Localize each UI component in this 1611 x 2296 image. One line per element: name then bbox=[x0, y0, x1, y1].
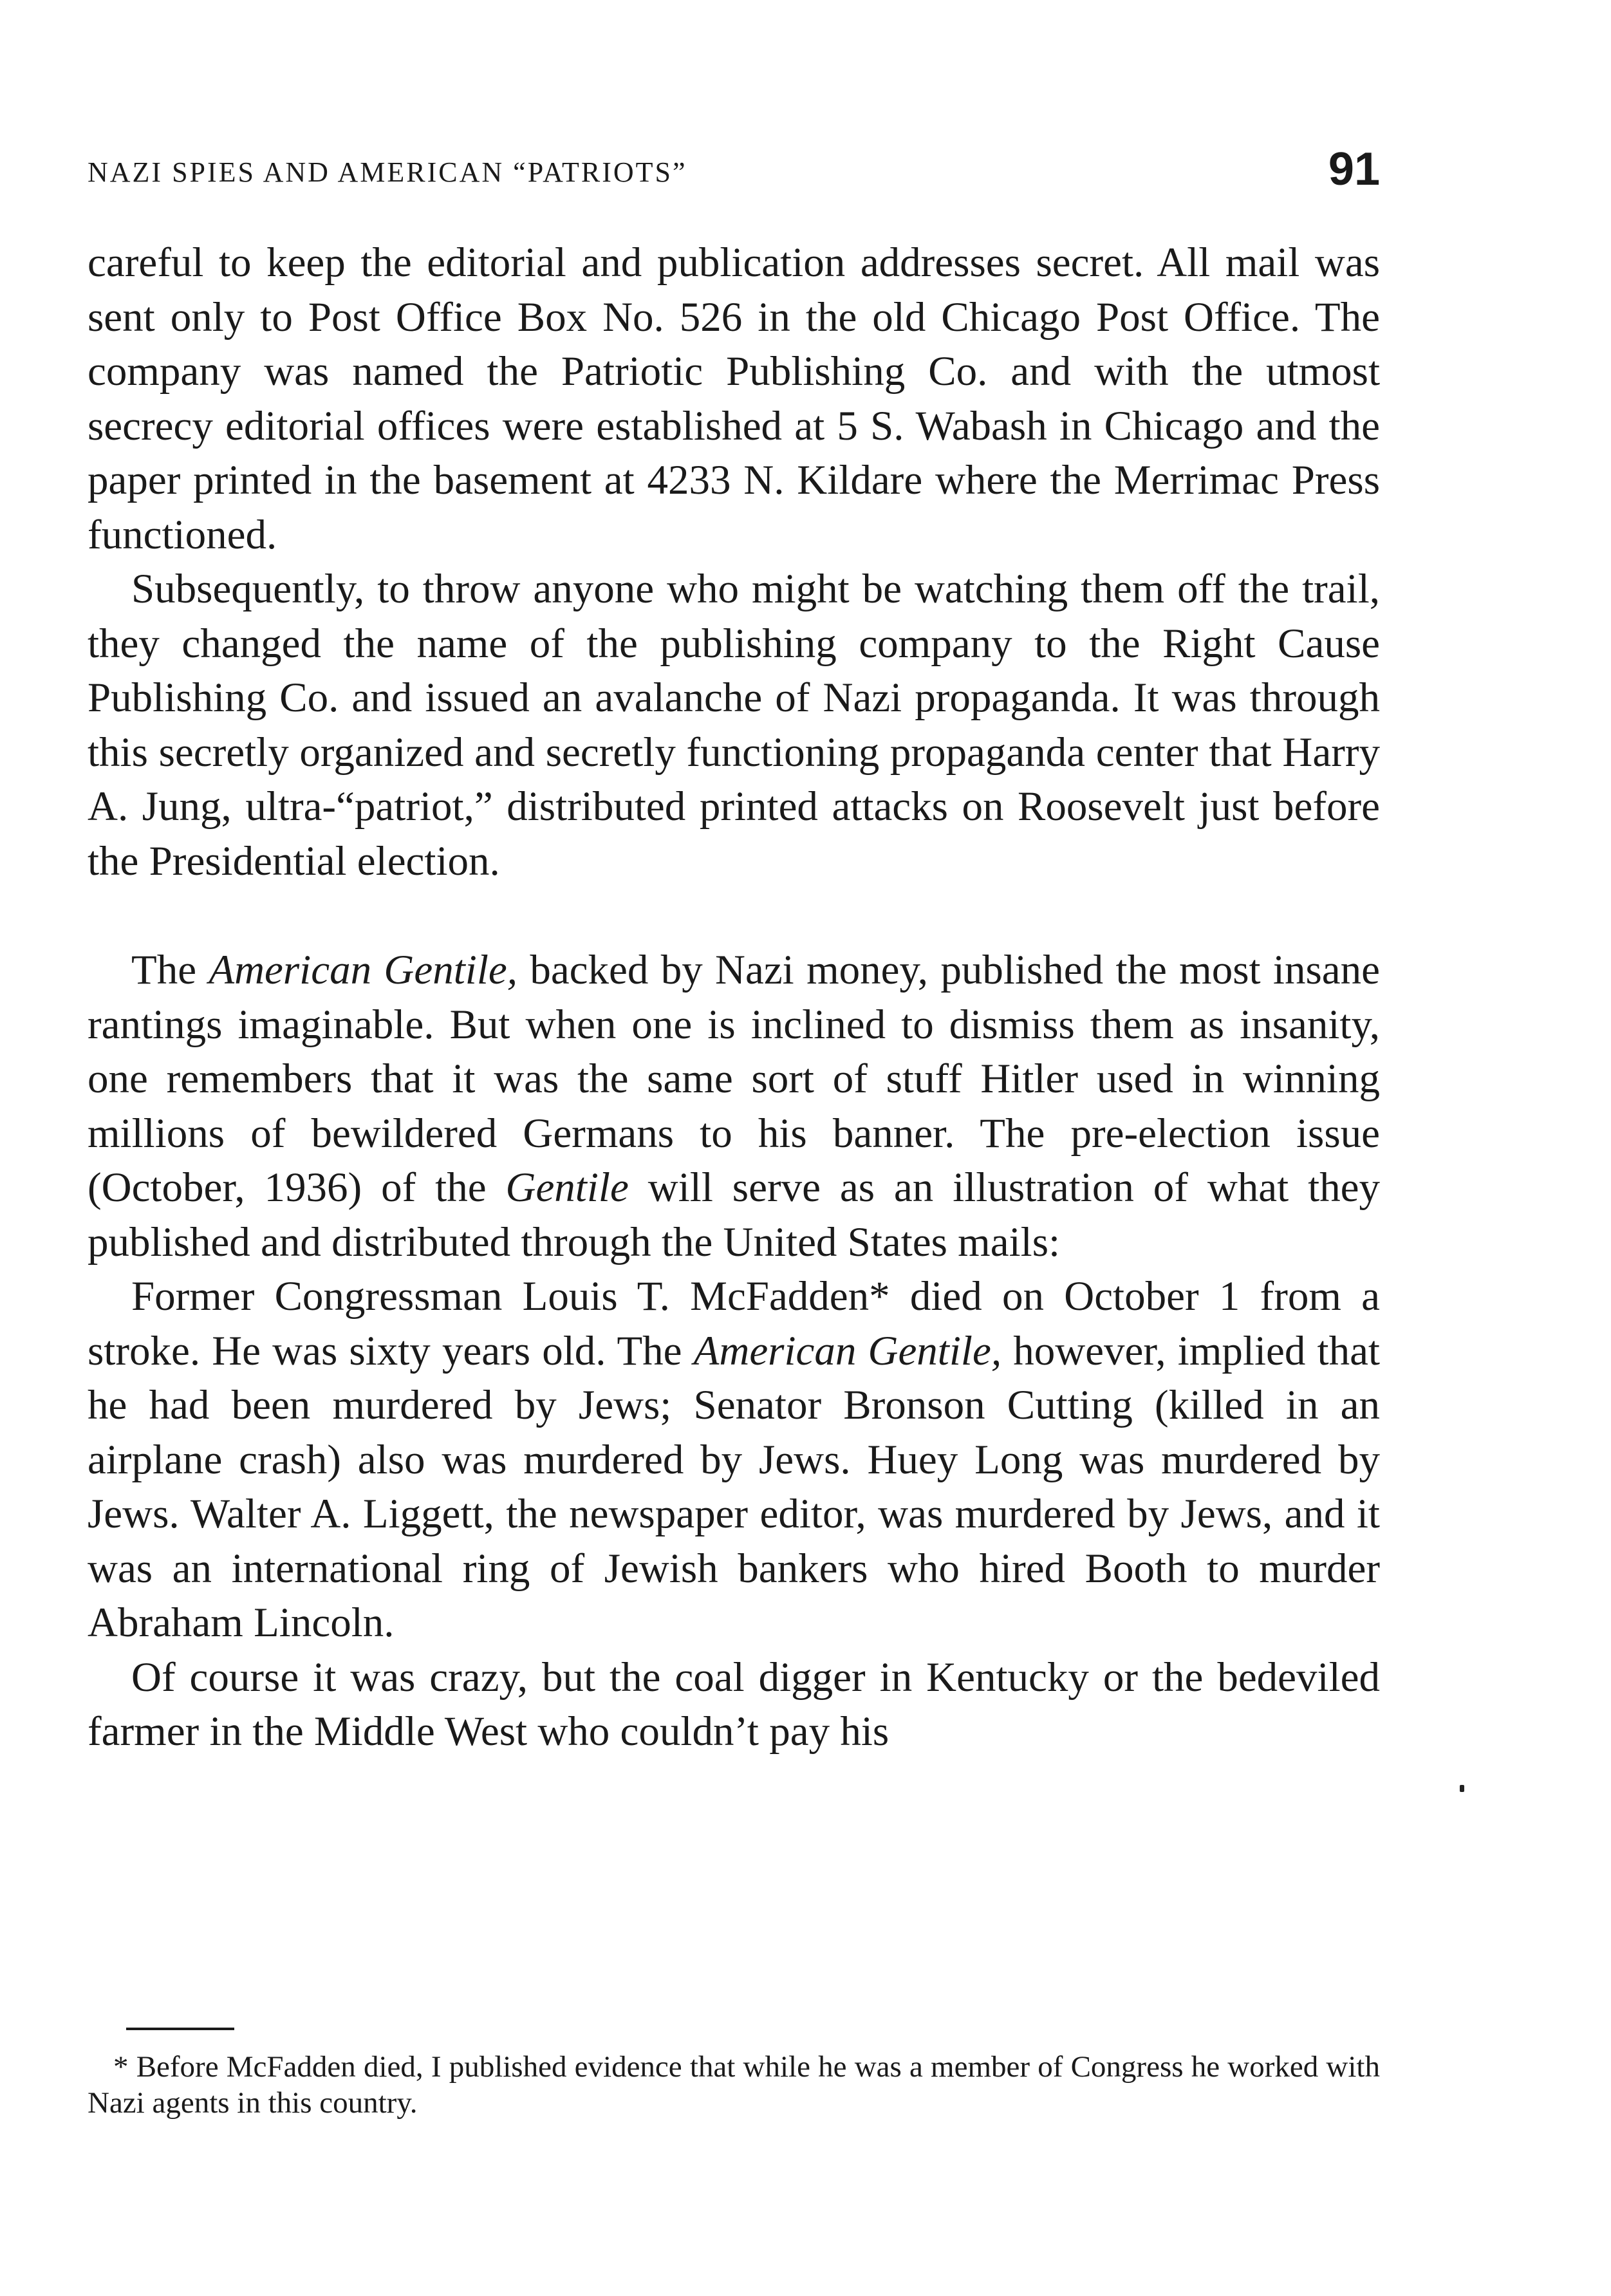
footnote: * Before McFadden died, I published evidence that while he was a member of Congress he worked with Nazi agents in this country. bbox=[88, 2050, 1380, 2120]
paragraph bbox=[88, 1269, 1380, 1650]
page-number: 91 bbox=[1328, 144, 1380, 195]
paragraph bbox=[88, 943, 1380, 1269]
paragraph-continued: careful to keep the editorial and publication addresses secret. All mail was sent only to Post Office Box No. 526 in the old Chicago Post Office. The company was named the Patriotic Publishing Co. and with the utmost secrecy editorial offices were established at 5 S. Wabash in Chicago and the paper printed in the basement at 4233 N. Kildare where the Merrimac Press functioned. bbox=[88, 239, 1380, 558]
text-run: will serve as an illustration of what they published and distributed through the United States mails: bbox=[88, 1164, 1380, 1265]
text-run: The bbox=[131, 947, 209, 993]
text-run: Former Congressman Louis T. McFadden* died on October 1 from a stroke. He was sixty years old. The bbox=[88, 1273, 1380, 1374]
body-text bbox=[88, 236, 1380, 1759]
paragraph: Subsequently, to throw anyone who might be watching them off the trail, they changed the name of the publishing company to the Right Cause Publishing Co. and issued an avalanche of Nazi propaganda. It was through this secretly organized and secretly functioning propaganda center that Harry A. Jung, ultra-“patriot,” distributed printed attacks on Roosevelt just before the Presidential election. bbox=[88, 566, 1380, 884]
text-run: backed by Nazi money, published the most insane rantings imaginable. But when one is inclined to dismiss them as insanity, one remembers that it was the same sort of stuff Hitler used in winning millions of bewildered Germans to his banner. The pre-election issue (October, 1936) of the bbox=[88, 947, 1380, 1211]
text-run: however, implied that he had been murdered by Jews; Senator Bronson Cutting (killed in an airplane crash) also was murdered by Jews. Huey Long was murdered by Jews. Walter A. Liggett, the newspaper editor, was murdered by Jews, and it was an international ring of Jewish bankers who hired Booth to murder Abraham Lincoln. bbox=[88, 1327, 1380, 1646]
publication-title: American Gentile, bbox=[693, 1327, 1002, 1374]
footnote-rule bbox=[126, 2028, 234, 2030]
running-head bbox=[88, 143, 1380, 194]
publication-title: American Gentile, bbox=[209, 947, 517, 993]
publication-title: Gentile bbox=[505, 1164, 629, 1211]
paragraph: Of course it was crazy, but the coal digger in Kentucky or the bedeviled farmer in the Middle West who couldn’t pay his bbox=[88, 1654, 1380, 1755]
running-title: NAZI SPIES AND AMERICAN “PATRIOTS” bbox=[88, 156, 687, 188]
ink-speck bbox=[1460, 1785, 1464, 1792]
